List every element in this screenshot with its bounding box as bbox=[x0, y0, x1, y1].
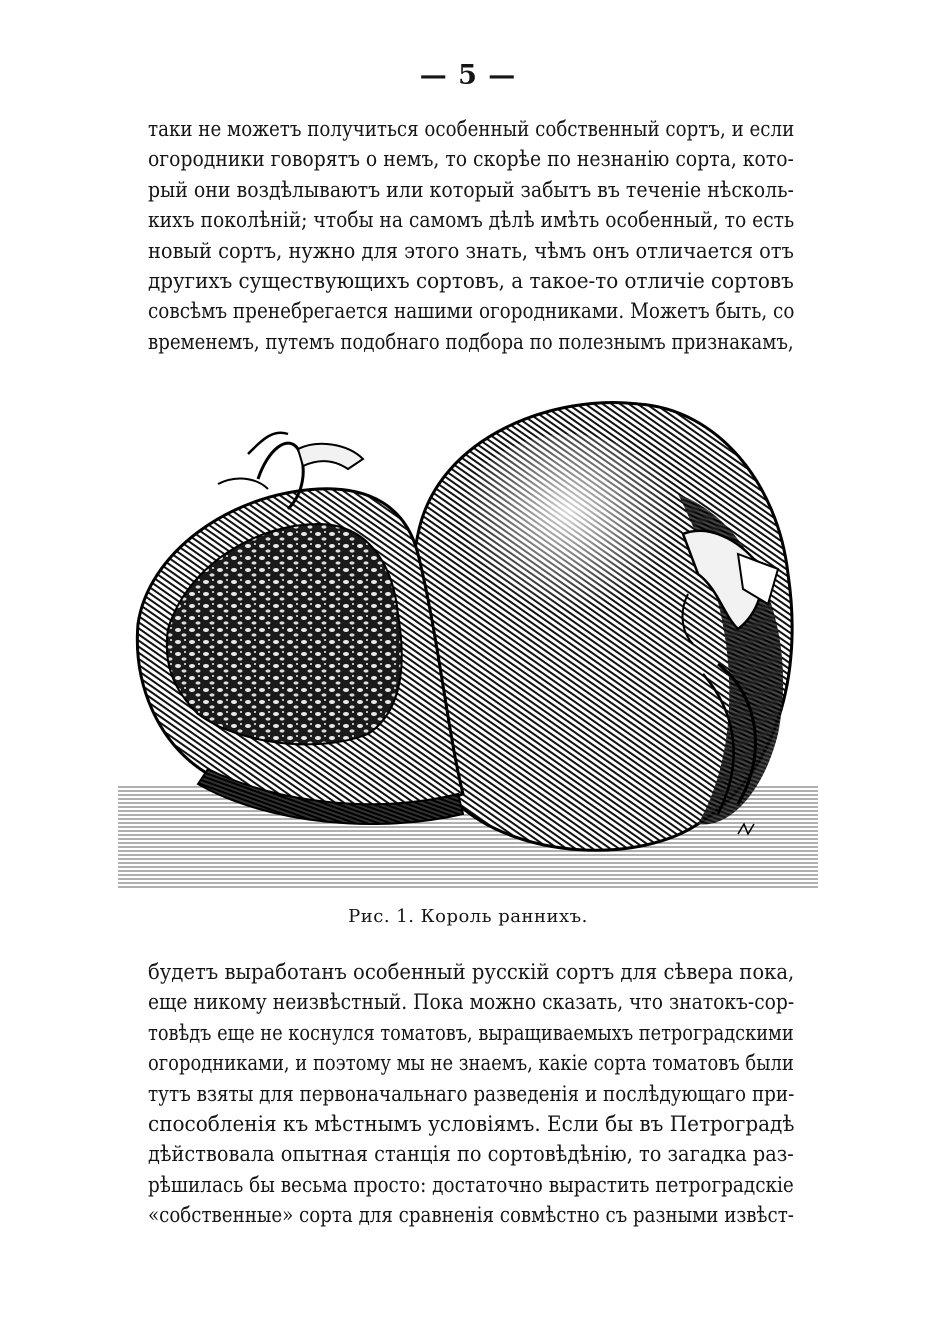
text-line: огородники говорятъ о немъ, то скорѣе по незнанію сорта, кото- bbox=[148, 147, 794, 172]
paragraph-top bbox=[148, 114, 794, 357]
cut-tomato bbox=[137, 489, 463, 824]
text-line: «собственные» сорта для сравненія совмѣстно съ разными извѣст- bbox=[148, 1203, 794, 1228]
text-line: тутъ взяты для первоначальнаго разведенія и послѣдующаго при- bbox=[148, 1081, 795, 1106]
text-line: таки не можетъ получиться особенный собственный сортъ, и если bbox=[148, 117, 795, 141]
figure-caption: Рис. 1. Король раннихъ. bbox=[348, 906, 588, 927]
paragraph-bottom bbox=[148, 957, 794, 1231]
page-number: — 5 — bbox=[419, 60, 517, 91]
tomato-illustration bbox=[118, 374, 818, 890]
text-line: новый сортъ, нужно для этого знать, чѣмъ онъ отличается отъ bbox=[148, 238, 794, 263]
text-line: совсѣмъ пренебрегается нашими огородниками. Можетъ быть, со bbox=[148, 299, 795, 324]
text-line: будетъ выработанъ особенный русскій сортъ для сѣвера пока, bbox=[148, 960, 795, 984]
text-line: еще никому неизвѣстный. Пока можно сказать, что знатокъ-сор- bbox=[148, 990, 795, 1015]
text-line: способленія къ мѣстнымъ условіямъ. Если бы въ Петроградѣ bbox=[148, 1111, 795, 1136]
text-line: кихъ поколѣній; чтобы на самомъ дѣлѣ имѣть особенный, то есть bbox=[148, 208, 795, 233]
text-line: рый они воздѣлываютъ или который забытъ въ теченіе нѣсколь- bbox=[148, 177, 794, 202]
text-line: товѣдъ еще не коснулся томатовъ, выращиваемыхъ петроградскими bbox=[148, 1020, 794, 1045]
text-line: другихъ существующихъ сортовъ, а такое-то отличіе сортовъ bbox=[148, 268, 794, 293]
text-line: дѣйствовала опытная станція по сортовѣдѣнію, то загадка раз- bbox=[148, 1142, 794, 1167]
text-line: временемъ, путемъ подобнаго подбора по полезнымъ признакамъ, bbox=[148, 329, 794, 354]
text-line: огородниками, и поэтому мы не знаемъ, какіе сорта томатовъ были bbox=[148, 1051, 794, 1076]
text-line: рѣшилась бы весьма просто: достаточно вырастить петроградскіе bbox=[148, 1172, 794, 1197]
